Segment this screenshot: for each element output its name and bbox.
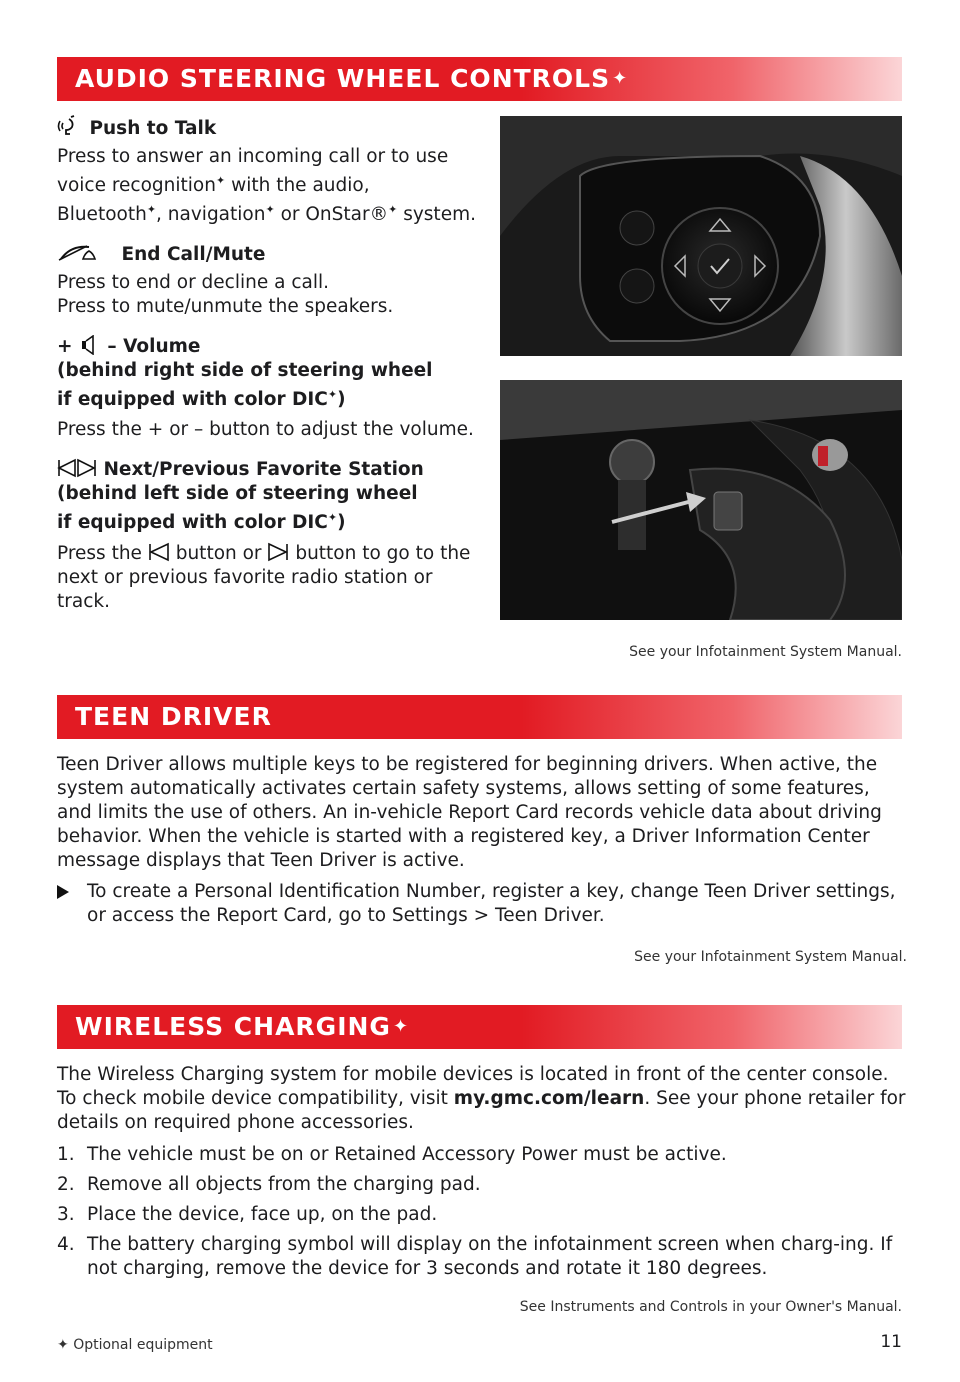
optional-star-icon: ✦: [392, 1016, 410, 1037]
wireless-see-manual: See Instruments and Controls in your Owner's Manual.: [519, 1299, 902, 1315]
section-banner-teen: [57, 695, 902, 739]
list-item: 3. Place the device, face up, on the pad.: [57, 1204, 438, 1225]
section-title-audio: AUDIO STEERING WHEEL CONTROLS: [75, 64, 611, 93]
section-title-teen: TEEN DRIVER: [75, 702, 272, 731]
section-title-wireless: WIRELESS CHARGING: [75, 1012, 391, 1041]
volume-body: Press the + or – button to adjust the volume.: [57, 419, 474, 441]
list-item: 1. The vehicle must be on or Retained Accessory Power must be active.: [57, 1144, 727, 1165]
audio-controls-text: [57, 115, 477, 614]
optional-star-icon: ✦: [612, 68, 629, 89]
end-call-body: Press to end or decline a call. Press to mute/unmute the speakers.: [57, 272, 394, 318]
favorite-subheading: (behind left side of steering wheel if equipped with color DIC✦): [57, 483, 418, 534]
behind-steering-wheel-photo: [500, 380, 902, 620]
push-to-talk-heading: Push to Talk: [57, 115, 477, 141]
gmc-learn-link[interactable]: my.gmc.com/learn: [453, 1088, 645, 1109]
volume-subheading: (behind right side of steering wheel if equipped with color DIC✦): [57, 360, 433, 411]
teen-see-manual: See your Infotainment System Manual.: [634, 949, 907, 965]
previous-icon: [148, 542, 170, 562]
page-number: 11: [880, 1332, 902, 1352]
push-to-talk-body: Press to answer an incoming call or to use voice recognition✦ with the audio, Bluetooth✦, navigation✦ or OnStar®✦ system.: [57, 146, 476, 226]
volume-heading: + – Volume: [57, 336, 201, 358]
list-item: 4. The battery charging symbol will display on the infotainment screen when charg-ing. If not charging, remove the device for 3 seconds and rotate it 180 degrees.: [57, 1234, 893, 1279]
audio-see-manual: See your Infotainment System Manual.: [629, 644, 902, 660]
speaker-icon: [79, 335, 101, 355]
end-call-icon: [57, 243, 107, 263]
optional-star-icon: ✦: [57, 1337, 69, 1353]
wireless-body: The Wireless Charging system for mobile devices is located in front of the center console. To check mobile device compatibility, visit my.gmc.com/learn. See your phone retailer for details on required phone accessories.: [57, 1064, 906, 1133]
favorite-heading: Next/Previous Favorite Station: [57, 458, 477, 482]
list-item: 2. Remove all objects from the charging pad.: [57, 1174, 481, 1195]
section-banner-wireless: [57, 1005, 902, 1049]
teen-driver-body: Teen Driver allows multiple keys to be registered for beginning drivers. When active, the system automatically activates certain safety systems, allows setting of some features, and limits the use of others. An in-vehicle Report Card records vehicle data about driving behavior. When the vehicle is started with a registered key, a Driver Information Center message displays that Teen Driver is active.: [57, 754, 882, 871]
next-icon: [267, 542, 289, 562]
optional-equipment-note: ✦ Optional equipment: [57, 1337, 213, 1353]
voice-talk-icon: [57, 115, 83, 137]
bullet-arrow-icon: [57, 885, 69, 899]
section-banner-audio: [57, 57, 902, 101]
prev-next-icon: [57, 458, 97, 478]
wireless-steps: [57, 1143, 897, 1287]
favorite-body: Press the button or button to go to the next or previous favorite radio station or track.: [57, 542, 471, 612]
steering-wheel-controls-photo: [500, 116, 902, 356]
end-call-heading: End Call/Mute: [57, 243, 477, 267]
teen-driver-bullet: To create a Personal Identification Number, register a key, change Teen Driver settings, or access the Report Card, go to Settings > Teen Driver.: [57, 880, 907, 928]
